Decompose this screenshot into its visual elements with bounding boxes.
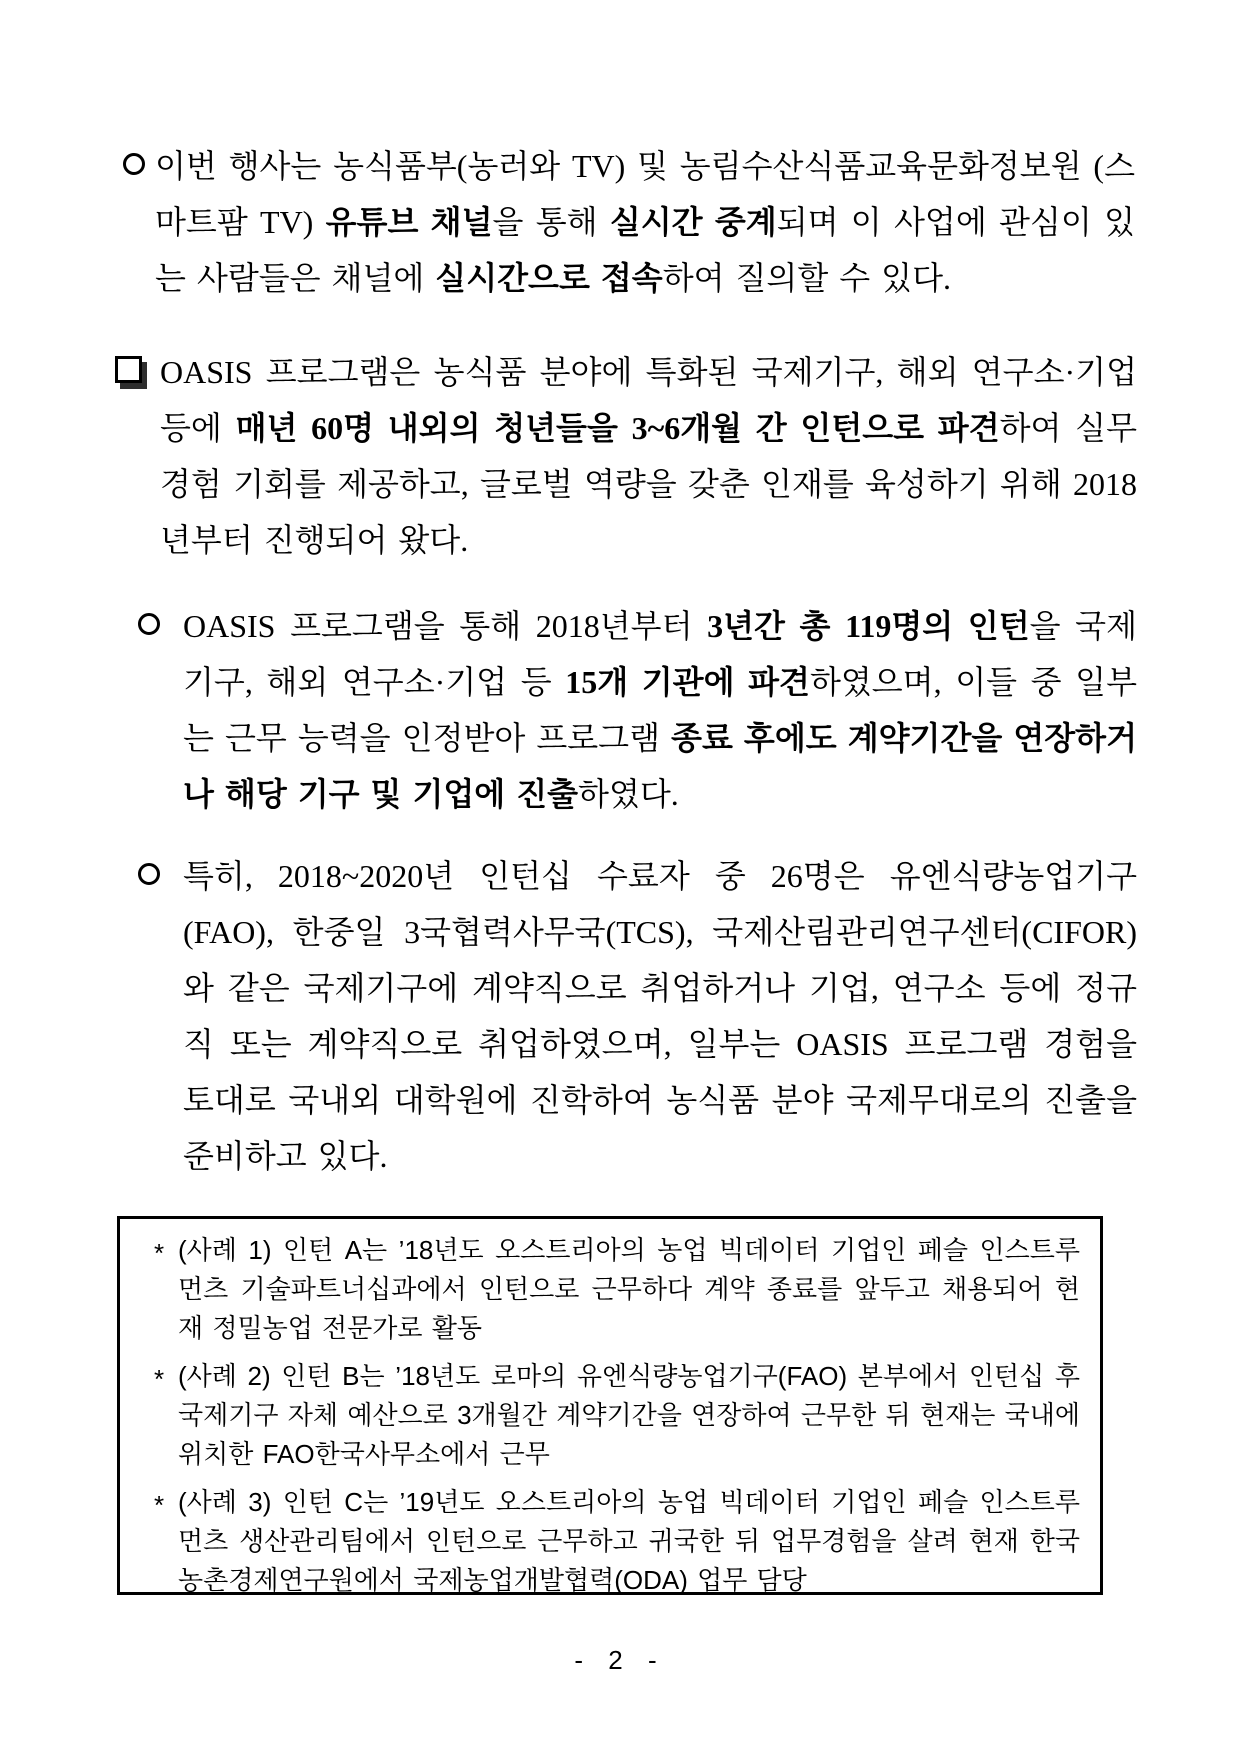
case-item-2 — [140, 1357, 1080, 1474]
paragraph-text: 특히, 2018~2020년 인턴십 수료자 중 26명은 유엔식량농업기구(FAO), 한중일 3국협력사무국(TCS), 국제산림관리연구센터(CIFOR)와 같은 국제기구에 계약직으로 취업하거나 기업, 연구소 등에 정규직 또는 계약직으로 취업하였으며, 일부는 OASIS 프로그램 경험을 토대로 국내외 대학원에 진학하여 농식품 분야 국제무대로의 진출을 준비하고 있다. — [183, 858, 1137, 1174]
circle-bullet-icon — [138, 613, 160, 635]
paragraph-oasis-results — [138, 598, 1137, 822]
case-item-1 — [140, 1231, 1080, 1348]
paragraph-youtube-broadcast — [123, 138, 1135, 306]
case-2-text: (사례 2) 인턴 B는 ’18년도 로마의 유엔식량농업기구(FAO) 본부에서 인턴십 후 국제기구 자체 예산으로 3개월간 계약기간을 연장하여 근무한 뒤 현재는 국내에 위치한 FAO한국사무소에서 근무 — [178, 1361, 1080, 1469]
paragraph-text: OASIS 프로그램은 농식품 분야에 특화된 국제기구, 해외 연구소·기업 등에 매년 60명 내외의 청년들을 3~6개월 간 인턴으로 파견하여 실무 경험 기회를 제공하고, 글로벌 역량을 갖춘 인재를 육성하기 위해 2018년부터 진행되어 왔다. — [160, 354, 1137, 558]
asterisk-marker: * — [154, 1490, 165, 1520]
case-1-text: (사례 1) 인턴 A는 ’18년도 오스트리아의 농업 빅데이터 기업인 페슬 인스트루먼츠 기술파트너십과에서 인턴으로 근무하다 계약 종료를 앞두고 채용되어 현재 정밀농업 전문가로 활동 — [178, 1235, 1080, 1343]
case-examples-box — [117, 1216, 1103, 1595]
square-bullet-icon — [115, 356, 142, 383]
paragraph-employment-outcomes — [138, 848, 1137, 1184]
paragraph-oasis-overview — [115, 344, 1137, 568]
paragraph-text: OASIS 프로그램을 통해 2018년부터 3년간 총 119명의 인턴을 국제기구, 해외 연구소·기업 등 15개 기관에 파견하였으며, 이들 중 일부는 근무 능력을 인정받아 프로그램 종료 후에도 계약기간을 연장하거나 해당 기구 및 기업에 진출하였다. — [183, 608, 1137, 812]
page-number: - 2 - — [574, 1645, 666, 1675]
asterisk-marker: * — [154, 1238, 165, 1268]
case-3-text: (사례 3) 인턴 C는 ’19년도 오스트리아의 농업 빅데이터 기업인 페슬 인스트루먼츠 생산관리팀에서 인턴으로 근무하고 귀국한 뒤 업무경험을 살려 현재 한국농촌경제연구원에서 국제농업개발협력(ODA) 업무 담당 — [178, 1487, 1080, 1595]
circle-bullet-icon — [138, 863, 160, 885]
paragraph-text: 이번 행사는 농식품부(농러와 TV) 및 농림수산식품교육문화정보원 (스마트팜 TV) 유튜브 채널을 통해 실시간 중계되며 이 사업에 관심이 있는 사람들은 채널에 실시간으로 접속하여 질의할 수 있다. — [155, 148, 1135, 296]
case-item-3 — [140, 1483, 1080, 1600]
asterisk-marker: * — [154, 1364, 165, 1394]
circle-bullet-icon — [123, 153, 145, 175]
